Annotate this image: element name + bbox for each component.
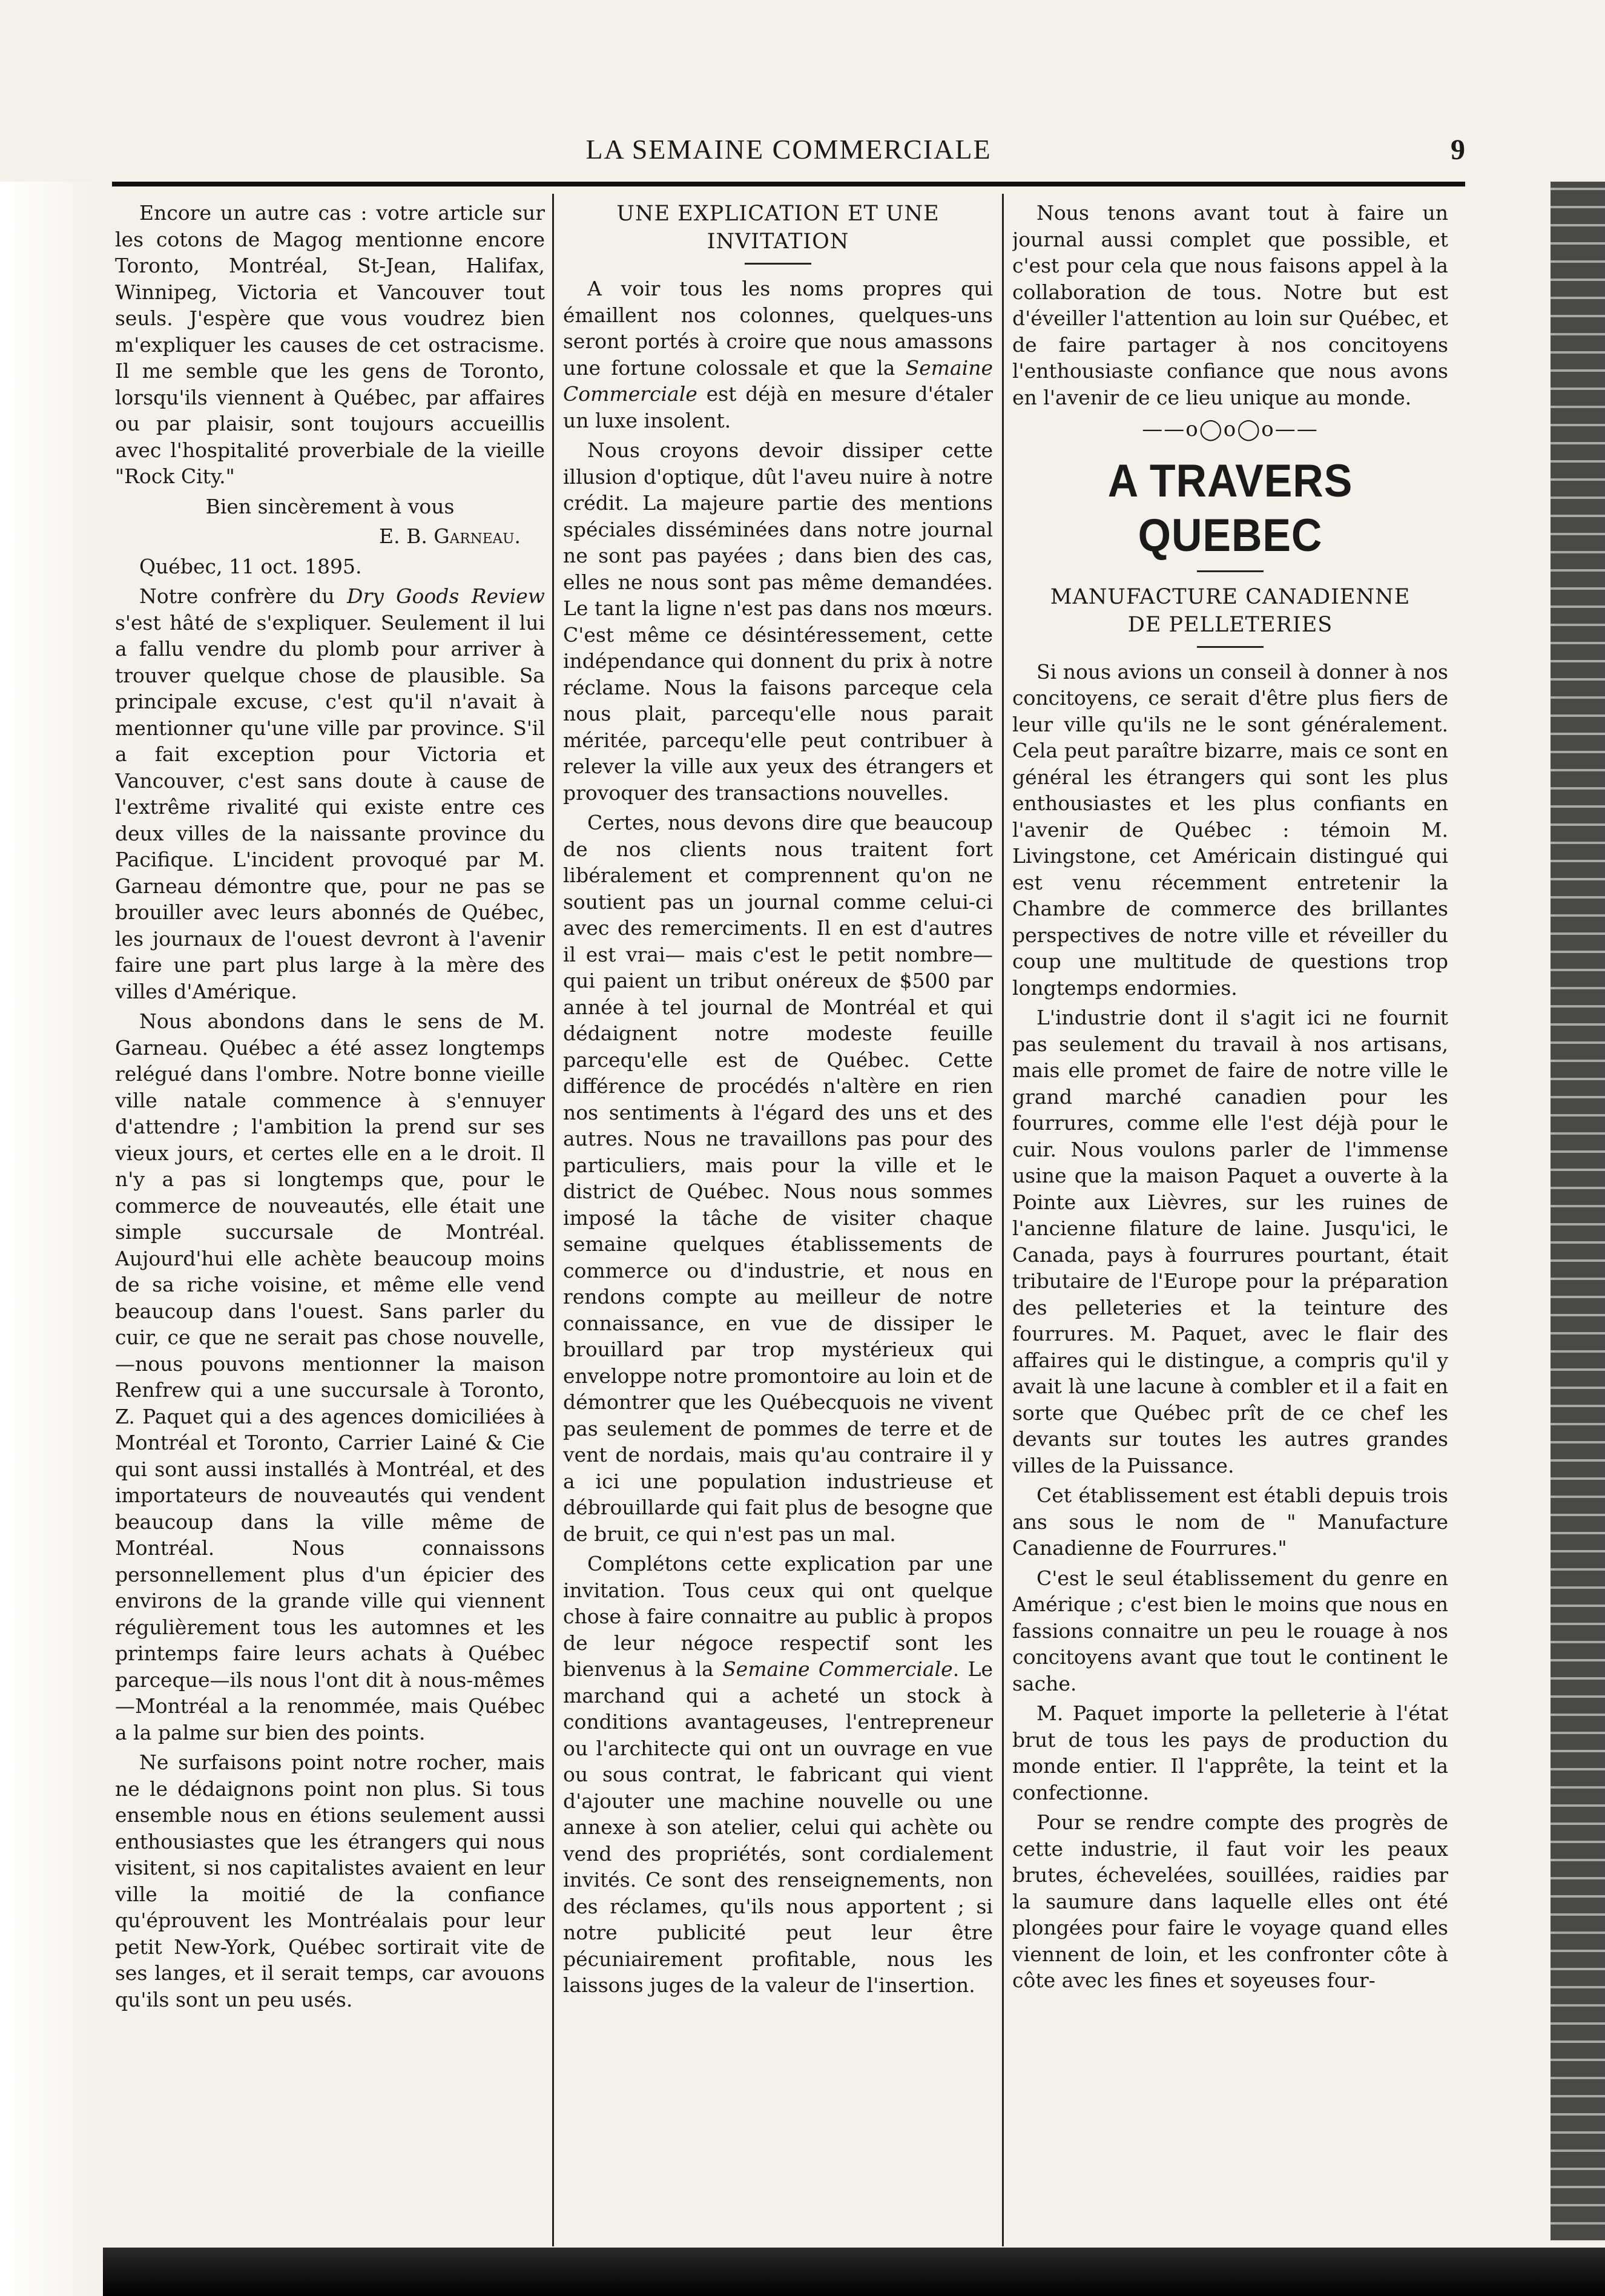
right-binding-edge (1551, 182, 1605, 2240)
article-paragraph: Nous abondons dans le sens de M. Garneau. Québec a été assez longtemps relégué dans l'ombre. Notre bonne vieille ville natale commence à s'ennuyer d'attendre ; l'ambition la prend sur ses vieux jours, et certes elle en a le droit. Il n'y a pas si longtemps que, pour le commerce de nouveautés, elle était une simple succursale de Montréal. Aujourd'hui elle achète beaucoup moins de sa riche voisine, et même elle vend beaucoup dans l'ouest. Sans parler du cuir, ce que ne serait pas chose nouvelle,—nous pouvons mentionner la maison Renfrew qui a une succursale à Toronto, Z. Paquet qui a des agences domiciliées à Montréal et Toronto, Carrier Lainé & Cie qui sont aussi installés à Montréal, et des importateurs de nouveautés qui vendent beaucoup dans la ville même de Montréal. Nous connaissons personnellement plus d'un épicier des environs de la grande ville qui viennent régulièrement tous les automnes et les printemps faire leurs achats à Québec parceque—ils nous l'ont dit à nous-mêmes—Montréal a la renommée, mais Québec a la palme sur bien des points. (115, 1009, 545, 1744)
letter-closing: Bien sincèrement à vous (205, 494, 455, 518)
text-run: est déjà en mesure d'étaler un luxe insolent. (563, 382, 993, 432)
running-title: LA SEMAINE COMMERCIALE (585, 134, 992, 165)
article-paragraph: Pour se rendre compte des progrès de cette industrie, il faut voir les peaux brutes, échevelées, souillées, raidies par la saumure dans laquelle elles ont été plongées pour faire le voyage quand elles viennent de loin, et les confronter côte à côte avec les fines et soyeuses four- (1012, 1810, 1448, 1992)
heading-line: DE PELLETERIES (1127, 612, 1333, 637)
article-heading (563, 200, 993, 256)
article-paragraph: Ne surfaisons point notre rocher, mais ne le dédaignons point non plus. Si tous ensemble nous en étions seulement aussi enthousiastes que les étrangers qui nous visitent, si nos capitalistes avaient en leur ville la moitié de la confiance qu'éprouvent les Montréalais pour leur petit New-York, Québec sortirait vite de ses langes, et il serait temps, car avouons qu'ils sont un peu usés. (115, 1750, 545, 2011)
article-paragraph: Cet établissement est établi depuis trois ans sous le nom de " Manufacture Canadienne de Fourrures." (1012, 1483, 1448, 1560)
article-paragraph (563, 275, 993, 434)
left-margin-edge (0, 182, 103, 2296)
italic-title: Semaine Commerciale (722, 1657, 953, 1681)
text-run: Complétons cette explication par une invitation. Tous ceux qui ont quelque chose à faire connaitre au public à propos de leur négoce respectif sont les bienvenus à la (563, 1552, 993, 1681)
article-paragraph (115, 583, 545, 1005)
article-paragraph (563, 1551, 993, 1999)
heading-rule (745, 263, 811, 265)
column-3 (1012, 200, 1448, 2246)
heading-line: MANUFACTURE CANADIENNE (1050, 584, 1411, 609)
heading-rule (1197, 646, 1264, 648)
text-run: A voir tous les noms propres qui émaillent nos colonnes, quelques-uns seront portés à croire que nous amassons une fortune colossale et que la (563, 277, 993, 380)
column-2 (563, 200, 993, 2246)
section-heading: A TRAVERS QUEBEC (1107, 455, 1353, 561)
heading-line: INVITATION (707, 229, 849, 254)
heading-rule (1197, 570, 1264, 572)
italic-title: Dry Goods Review (347, 584, 545, 608)
bottom-scan-edge (103, 2248, 1605, 2296)
article-paragraph: Certes, nous devons dire que beaucoup de nos clients nous traitent fort libéralement et comprennent qu'on ne soutient pas un journal comme celui-ci avec des remerciments. Il en est d'autres il est vrai— mais c'est le petit nombre— qui paient un tribut onéreux de $500 par année à tel journal de Montréal et qui dédaignent notre modeste feuille parcequ'elle est de Québec. Cette différence de procédés n'altère en rien nos sentiments à l'égard des uns et des autres. Nous ne travaillons pas pour des particuliers, mais pour la ville et le district de Québec. Nous nous sommes imposé la tâche de visiter chaque semaine quelques établissements de commerce ou d'industrie, et nous en rendons compte au meilleur de notre connaissance, en vue de dissiper le brouillard par trop mystérieux qui enveloppe notre promontoire au loin et de démontrer que les Québecquois ne vivent pas seulement de pommes de terre et de vent de nordais, mais qu'au contraire il y a ici une population industrieuse et débrouillarde qui fait plus de besogne que de bruit, ce qui n'est pas un mal. (563, 811, 993, 1546)
italic-title: Semaine Commerciale (563, 355, 993, 406)
page-number: 9 (1451, 134, 1465, 166)
article-paragraph: M. Paquet importe la pelleterie à l'état brut de tous les pays de production du monde entier. Il l'apprête, la teint et la confectionne. (1012, 1701, 1448, 1804)
letter-signature: E. B. Garneau. (379, 524, 521, 548)
heading-line: UNE EXPLICATION ET UNE (616, 202, 940, 226)
column-divider-2 (1002, 194, 1004, 2246)
column-divider-1 (552, 194, 554, 2246)
header-rule (112, 182, 1465, 186)
article-paragraph: C'est le seul établissement du genre en Amérique ; c'est bien le moins que nous en fassions connaitre un peu le rouage à nos concitoyens avant que tout le continent le sache. (1012, 1566, 1448, 1695)
section-ornament: ——o◯o◯o—— (1142, 417, 1319, 441)
article-paragraph: Nous tenons avant tout à faire un journal aussi complet que possible, et c'est pour cela que nous faisons appel à la collaboration de tous. Notre but est d'éveiller l'attention au loin sur Québec, et de faire partager à nos concitoyens l'enthousiaste confiance que nous avons en l'avenir de ce lieu unique au monde. (1012, 201, 1448, 409)
article-paragraph: L'industrie dont il s'agit ici ne fournit pas seulement du travail à nos artisans, mais elle promet de faire de notre ville le grand marché canadien pour les fourrures, comme elle l'est déjà pour le cuir. Nous voulons parler de l'immense usine que la maison Paquet a ouverte à la Pointe aux Lièvres, sur les ruines de l'ancienne filature de laine. Jusqu'ici, le Canada, pays à fourrures pourtant, était tributaire de l'Europe pour la préparation des pelleteries et la teinture des fourrures. M. Paquet, avec le flair des affaires qui le distingue, a compris qu'il y avait là une lacune à combler et il a fait en sorte que Québec prît de ce chef les devants sur toutes les autres grandes villes de la Puissance. (1012, 1006, 1448, 1477)
page-header (112, 133, 1465, 176)
article-paragraph: Nous croyons devoir dissiper cette illusion d'optique, dût l'aveu nuire à notre crédit. La majeure partie des mentions spéciales disséminées dans notre journal ne sont pas payées ; dans bien des cas, elles ne nous sont pas même demandées. Le tant la ligne n'est pas dans nos mœurs. C'est même ce désintéressement, cette indépendance qui donnent du prix à notre réclame. Nous la faisons parceque cela nous plait, parcequ'elle nous parait méritée, parcequ'elle peut contribuer à relever la ville aux yeux des étrangers et provoquer des transactions nouvelles. (563, 438, 993, 805)
letter-paragraph: Encore un autre cas : votre article sur les cotons de Magog mentionne encore Toronto, Montréal, St-Jean, Halifax, Winnipeg, Victoria et Vancouver tout seuls. J'espère que vous voudrez bien m'expliquer les causes de cet ostracisme. Il me semble que les gens de Toronto, lorsqu'ils viennent à Québec, par affaires ou par plaisir, sont toujours accueillis avec l'hospitalité proverbiale de la vieille "Rock City." (115, 201, 545, 488)
text-run: Notre confrère du (139, 584, 347, 608)
text-run: . Le marchand qui a acheté un stock à conditions avantageuses, l'entrepreneur ou l'architecte qui ont un ouvrage en vue ou sous contrat, le fabricant qui vient d'ajouter une machine nouvelle ou une annexe à son atelier, celui qui achète ou vend des propriétés, sont cordialement invités. Ce sont des renseignements, non des réclames, qu'ils nous apportent ; si notre publicité peut leur être pécuniairement profitable, nous les laissons juges de la valeur de l'insertion. (563, 1657, 993, 1997)
letter-dateline: Québec, 11 oct. 1895. (139, 554, 362, 578)
article-heading (1012, 583, 1448, 639)
article-paragraph: Si nous avions un conseil à donner à nos concitoyens, ce serait d'être plus fiers de leur ville qu'ils ne le sont généralement. Cela peut paraître bizarre, mais ce sont en général les étrangers qui sont les plus enthousiastes et les plus confiants en l'avenir de Québec : témoin M. Livingstone, cet Américain distingué qui est venu récemment entretenir la Chambre de commerce des brillantes perspectives de notre ville et réveiller du coup une multitude de questions trop longtemps endormies. (1012, 659, 1448, 1000)
column-1 (115, 200, 545, 2246)
text-run: s'est hâté de s'expliquer. Seulement il lui a fallu vendre du plomb pour arriver à trouver quelque chose de plausible. Sa principale excuse, c'est qu'il n'avait à mentionner qu'une ville par province. S'il a fait exception pour Victoria et Vancouver, c'est sans doute à cause de l'extrême rivalité qui existe entre ces deux villes de la naissante province du Pacifique. L'incident provoqué par M. Garneau démontre que, pour ne pas se brouiller avec leurs abonnés de Québec, les journaux de l'ouest devront à l'avenir faire une part plus large à la mère des villes d'Amérique. (115, 610, 545, 1003)
